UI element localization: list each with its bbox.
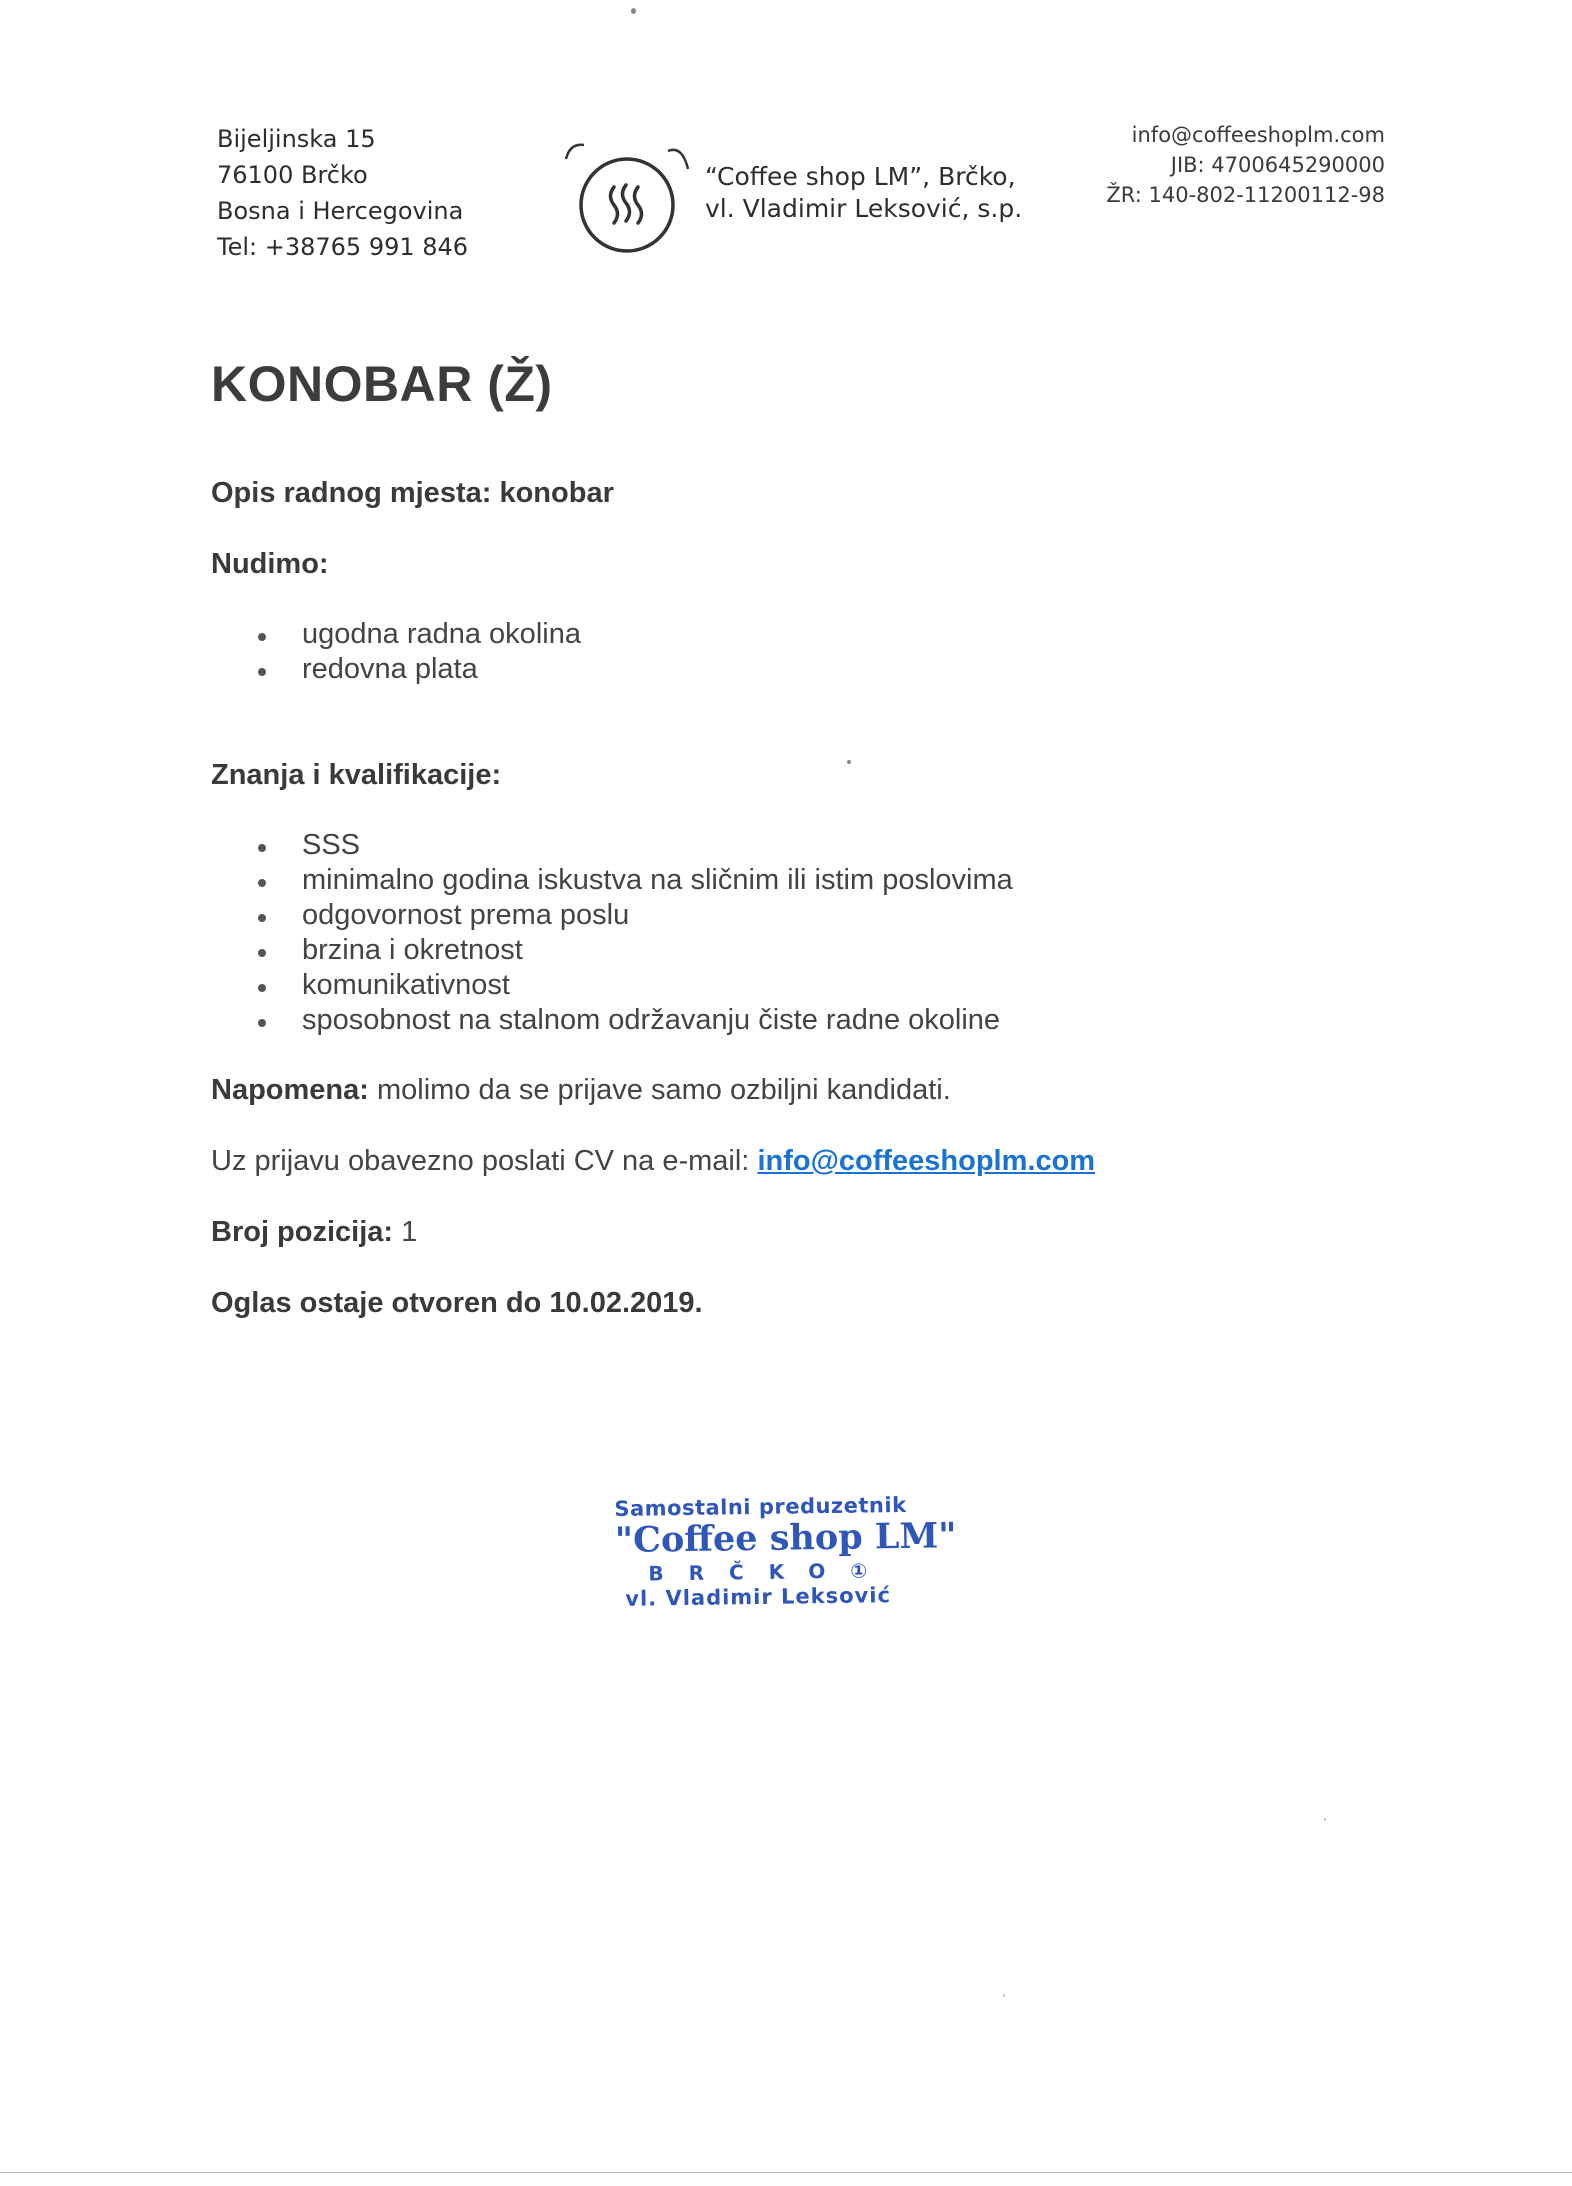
address-street: Bijeljinska 15	[217, 125, 376, 153]
list-item: minimalno godina iskustva na sličnim ili istim poslovima	[255, 863, 1013, 898]
job-description-label: Opis radnog mjesta:	[211, 477, 492, 509]
list-item: ugodna radna okolina	[255, 617, 581, 652]
apply-text: Uz prijavu obavezno poslati CV na e-mail:	[211, 1145, 750, 1177]
note	[211, 1074, 951, 1107]
contact-block	[1106, 120, 1385, 210]
list-item: SSS	[255, 828, 1013, 863]
offer-list	[255, 617, 581, 687]
note-text: molimo da se prijave samo ozbiljni kandidati.	[376, 1074, 951, 1106]
stamp-line-1: Samostalni preduzetnik	[614, 1492, 907, 1521]
job-title: KONOBAR (Ž)	[211, 356, 553, 412]
company-stamp	[614, 1492, 957, 1611]
offer-heading: Nudimo:	[211, 548, 329, 580]
deadline: Oglas ostaje otvoren do 10.02.2019.	[211, 1287, 703, 1319]
list-item: odgovornost prema poslu	[255, 898, 1013, 933]
list-item: sposobnost na stalnom održavanju čiste radne okoline	[255, 1003, 1013, 1038]
apply-instructions	[211, 1145, 1095, 1178]
address-phone: Tel: +38765 991 846	[217, 233, 469, 261]
job-description-value: konobar	[499, 477, 614, 509]
email-link[interactable]: info@coffeeshoplm.com	[757, 1145, 1096, 1177]
scan-speck	[847, 760, 851, 764]
note-label: Napomena:	[211, 1074, 369, 1106]
company-block	[705, 161, 1022, 225]
stamp-number-icon: ①	[850, 1558, 893, 1583]
stamp-line-2: "Coffee shop LM"	[614, 1515, 957, 1561]
scan-speck	[1003, 1994, 1005, 1997]
stamp-line-4: vl. Vladimir Leksović	[625, 1583, 892, 1611]
coffee-shop-logo	[560, 125, 690, 255]
address-country: Bosna i Hercegovina	[217, 197, 464, 225]
positions-value: 1	[401, 1216, 418, 1248]
address-city: 76100 Brčko	[217, 161, 368, 189]
contact-email: info@coffeeshoplm.com	[1131, 123, 1385, 147]
scan-speck	[631, 8, 636, 14]
scan-edge-line	[0, 2172, 1572, 2173]
address-block	[217, 121, 468, 265]
contact-bank-account: ŽR: 140-802-11200112-98	[1106, 183, 1385, 207]
steaming-cup-icon	[611, 185, 642, 223]
scan-speck	[1324, 1818, 1326, 1821]
list-item: brzina i okretnost	[255, 933, 1013, 968]
list-item: komunikativnost	[255, 968, 1013, 1003]
positions	[211, 1216, 417, 1249]
list-item: redovna plata	[255, 652, 581, 687]
qualifications-list	[255, 828, 1013, 1038]
qualifications-heading: Znanja i kvalifikacije:	[211, 759, 502, 791]
contact-jib: JIB: 4700645290000	[1170, 153, 1385, 177]
stamp-city: BRČKO	[648, 1558, 851, 1586]
positions-label: Broj pozicija:	[211, 1216, 394, 1248]
company-name: “Coffee shop LM”, Brčko,	[705, 162, 1016, 191]
company-owner: vl. Vladimir Leksović, s.p.	[705, 194, 1023, 223]
job-description	[211, 477, 614, 510]
